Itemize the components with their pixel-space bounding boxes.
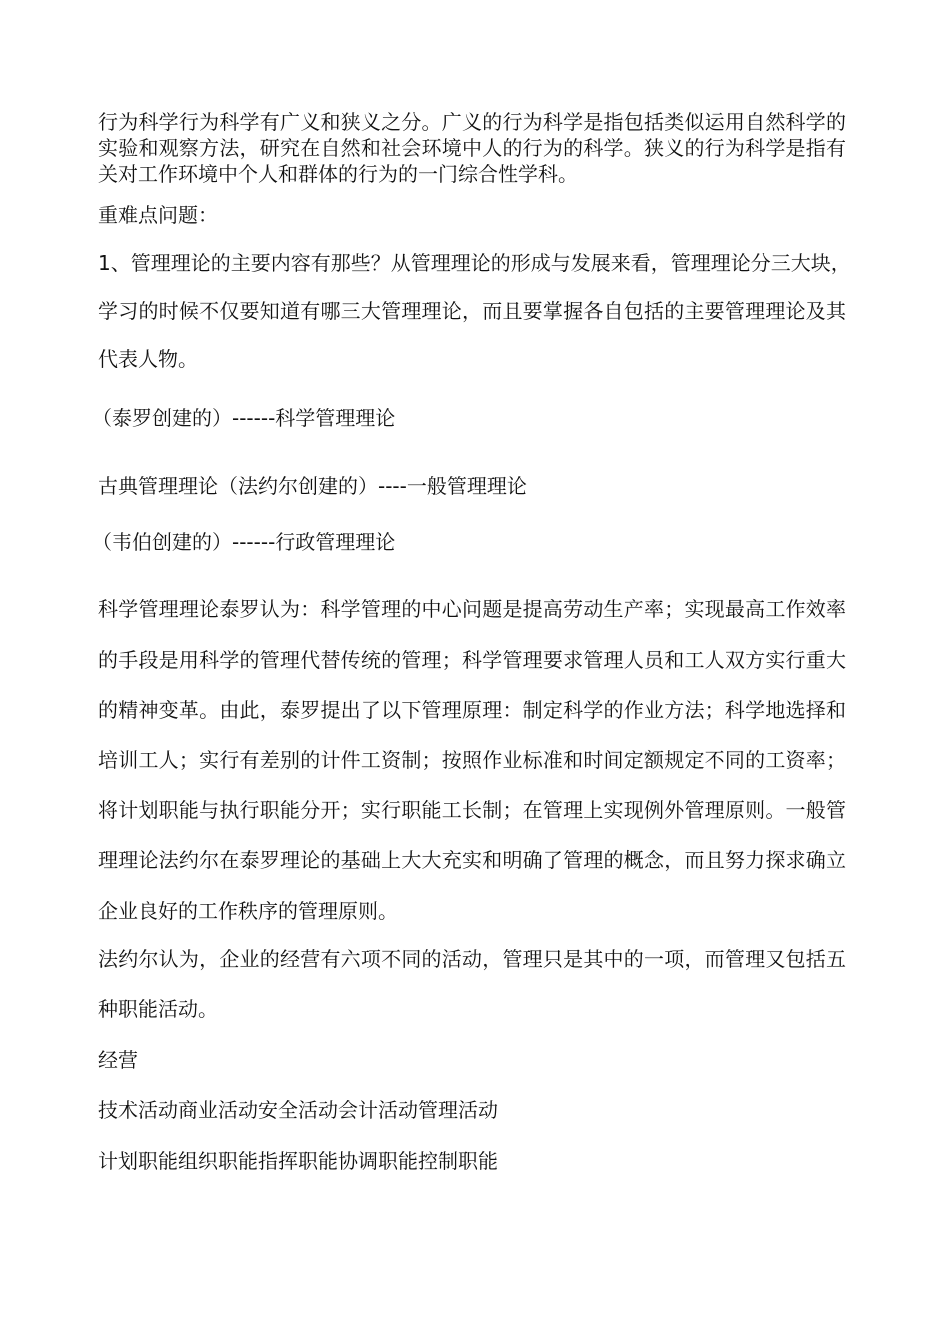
section-heading: 重难点问题： xyxy=(98,203,218,227)
body-line-6: 理理论法约尔在泰罗理论的基础上大大充实和明确了管理的概念，而且努力探求确立 xyxy=(98,848,846,872)
fayol-line-1: 法约尔认为，企业的经营有六项不同的活动，管理只是其中的一项，而管理又包括五 xyxy=(98,947,846,971)
theory-line-taylor: （泰罗创建的）------科学管理理论 xyxy=(92,406,396,430)
body-line-5: 将计划职能与执行职能分开；实行职能工长制；在管理上实现例外管理原则。一般管 xyxy=(98,798,846,822)
document-page xyxy=(92,0,858,1344)
theory-line-weber: （韦伯创建的）------行政管理理论 xyxy=(92,530,396,554)
body-line-1: 科学管理理论泰罗认为：科学管理的中心问题是提高劳动生产率；实现最高工作效率 xyxy=(98,597,846,621)
question-line-3: 代表人物。 xyxy=(98,347,198,371)
question-line-1: 1、管理理论的主要内容有那些？从管理理论的形成与发展来看，管理理论分三大块， xyxy=(98,251,851,275)
list-line-operations: 经营 xyxy=(98,1048,138,1072)
intro-line-2: 实验和观察方法，研究在自然和社会环境中人的行为的科学。狭义的行为科学是指有 xyxy=(98,136,846,160)
question-line-2: 学习的时候不仅要知道有哪三大管理理论，而且要掌握各自包括的主要管理理论及其 xyxy=(98,299,846,323)
theory-line-fayol: 古典管理理论（法约尔创建的）----一般管理理论 xyxy=(98,474,527,498)
body-line-2: 的手段是用科学的管理代替传统的管理；科学管理要求管理人员和工人双方实行重大 xyxy=(98,648,846,672)
intro-line-1: 行为科学行为科学有广义和狭义之分。广义的行为科学是指包括类似运用自然科学的 xyxy=(98,110,846,134)
body-line-3: 的精神变革。由此，泰罗提出了以下管理原理：制定科学的作业方法；科学地选择和 xyxy=(98,698,846,722)
body-line-7: 企业良好的工作秩序的管理原则。 xyxy=(98,899,398,923)
list-line-activities: 技术活动商业活动安全活动会计活动管理活动 xyxy=(98,1098,498,1122)
list-line-functions: 计划职能组织职能指挥职能协调职能控制职能 xyxy=(98,1149,498,1173)
fayol-line-2: 种职能活动。 xyxy=(98,997,218,1021)
intro-line-3: 关对工作环境中个人和群体的行为的一门综合性学科。 xyxy=(98,162,578,186)
body-line-4: 培训工人；实行有差别的计件工资制；按照作业标准和时间定额规定不同的工资率； xyxy=(98,748,846,772)
